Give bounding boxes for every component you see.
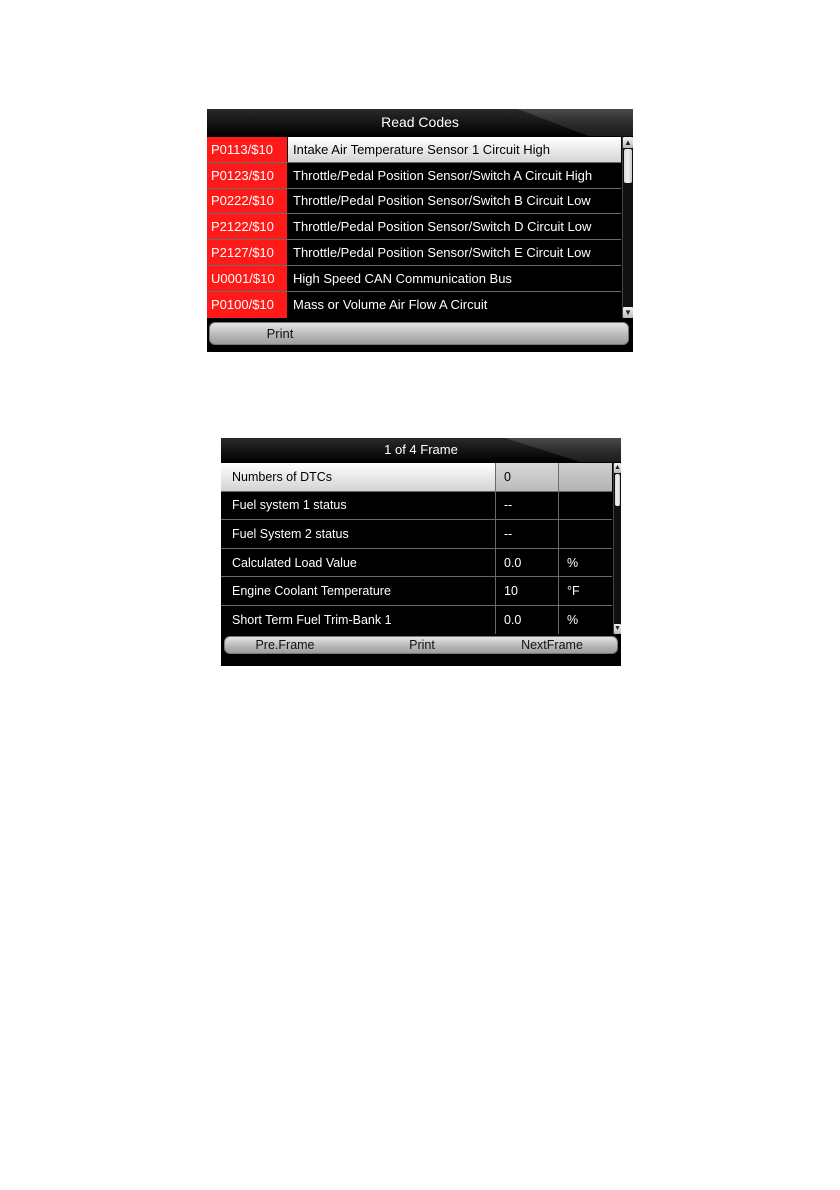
parameter-unit [559, 463, 612, 491]
dtc-row[interactable] [207, 266, 621, 292]
button-bar [207, 318, 633, 352]
parameter-unit: % [567, 613, 579, 628]
dtc-row[interactable] [207, 189, 621, 215]
dtc-list [207, 137, 621, 318]
data-row[interactable] [221, 606, 612, 635]
title-bar-decoration [476, 438, 621, 462]
data-row[interactable] [221, 549, 612, 578]
title-bar [207, 109, 633, 136]
arrow-down-icon[interactable]: ▼ [624, 308, 632, 317]
scrollbar[interactable] [622, 137, 633, 318]
parameter-name: Fuel system 1 status [221, 492, 496, 520]
parameter-name: Numbers of DTCs [221, 463, 496, 491]
parameter-name: Fuel System 2 status [221, 520, 496, 548]
parameter-value: -- [496, 492, 559, 520]
parameter-name: Engine Coolant Temperature [221, 577, 496, 605]
dtc-code: P0100/$10 [207, 292, 288, 318]
dtc-row[interactable] [207, 163, 621, 189]
dtc-description: Mass or Volume Air Flow A Circuit [293, 297, 488, 313]
title-bar-decoration [485, 109, 633, 136]
scrollbar[interactable] [613, 463, 621, 634]
dtc-code: U0001/$10 [207, 266, 288, 291]
title-bar [221, 438, 621, 462]
print-button[interactable]: Print [409, 638, 435, 652]
dtc-code: P0222/$10 [207, 189, 288, 214]
data-row[interactable] [221, 463, 612, 492]
freeze-frame-screen [221, 438, 621, 666]
scroll-thumb[interactable] [624, 149, 632, 183]
dtc-code: P0113/$10 [207, 137, 288, 162]
button-strip [224, 636, 618, 654]
parameter-value: -- [496, 520, 559, 548]
screen-title: 1 of 4 Frame [384, 442, 458, 457]
frame-data-list [221, 463, 612, 635]
screen-title: Read Codes [381, 114, 459, 130]
button-bar [221, 634, 621, 666]
dtc-description: Throttle/Pedal Position Sensor/Switch A Circuit High [293, 167, 593, 183]
parameter-unit: °F [567, 584, 580, 599]
dtc-description: Throttle/Pedal Position Sensor/Switch D Circuit Low [293, 219, 592, 235]
dtc-row[interactable] [207, 137, 621, 163]
parameter-name: Short Term Fuel Trim-Bank 1 [221, 606, 496, 635]
dtc-description: Throttle/Pedal Position Sensor/Switch E Circuit Low [293, 245, 591, 261]
dtc-row[interactable] [207, 240, 621, 266]
parameter-unit [559, 520, 612, 548]
parameter-value: 0.0 [496, 606, 559, 635]
data-row[interactable] [221, 492, 612, 521]
print-button[interactable]: Print [266, 326, 294, 341]
dtc-code: P0123/$10 [207, 163, 288, 188]
parameter-value: 0.0 [496, 549, 559, 577]
arrow-down-icon[interactable]: ▼ [614, 625, 621, 632]
dtc-row[interactable] [207, 292, 621, 318]
dtc-description: High Speed CAN Communication Bus [293, 270, 512, 286]
read-codes-screen [207, 109, 633, 352]
parameter-unit [559, 492, 612, 520]
data-row[interactable] [221, 520, 612, 549]
data-row[interactable] [221, 577, 612, 606]
parameter-value: 0 [496, 463, 559, 491]
parameter-value: 10 [496, 577, 559, 605]
dtc-row[interactable] [207, 214, 621, 240]
dtc-description: Intake Air Temperature Sensor 1 Circuit High [293, 141, 550, 157]
previous-frame-button[interactable]: Pre.Frame [255, 638, 315, 652]
button-strip [209, 322, 629, 345]
next-frame-button[interactable]: NextFrame [521, 638, 583, 652]
arrow-up-icon[interactable]: ▲ [614, 464, 621, 471]
dtc-code: P2127/$10 [207, 240, 288, 265]
dtc-description: Throttle/Pedal Position Sensor/Switch B Circuit Low [293, 193, 591, 209]
parameter-unit: % [567, 555, 579, 570]
arrow-up-icon[interactable]: ▲ [624, 138, 632, 147]
dtc-code: P2122/$10 [207, 214, 288, 239]
scroll-thumb[interactable] [615, 474, 620, 506]
parameter-name: Calculated Load Value [221, 549, 496, 577]
